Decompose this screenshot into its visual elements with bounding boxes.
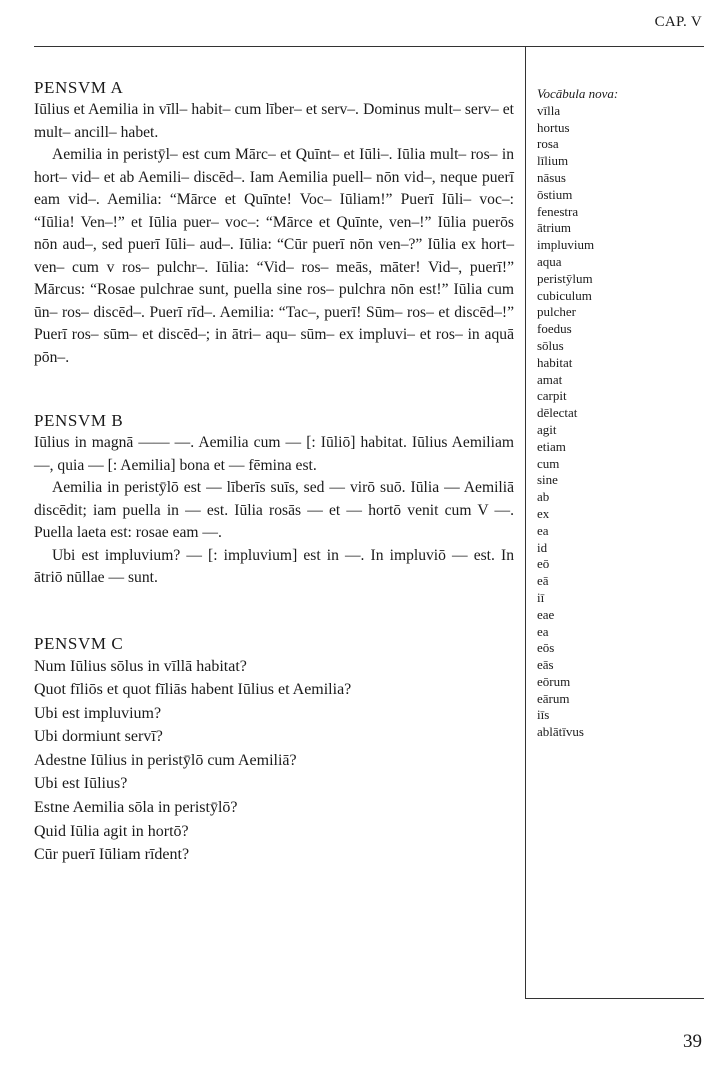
- vocabulary-word: etiam: [537, 438, 566, 454]
- vocabulary-title: Vocābula nova:: [537, 86, 619, 101]
- vocabulary-word: impluvium: [537, 237, 595, 253]
- vocabulary-word: aqua: [537, 253, 562, 269]
- vocabulary-word: sōlus: [537, 337, 564, 353]
- pensum-c-title: PENSVM C: [34, 633, 124, 653]
- main-text: [34, 76, 514, 867]
- question: Ubi est Iūlius?: [34, 775, 128, 793]
- section-spacer: [34, 590, 514, 632]
- vocabulary-word: peristȳlum: [537, 270, 593, 286]
- section-spacer: [34, 369, 514, 409]
- vocabulary-word: eās: [537, 657, 554, 673]
- vocabulary-word: ea: [537, 623, 549, 639]
- question: Quid Iūlia agit in hortō?: [34, 822, 189, 840]
- pensum-a-paragraph-1: Iūlius et Aemilia in vīll– habit– cum līber– et serv–. Dominus mult– serv– et mult– ancill– habet.: [34, 101, 514, 141]
- vocabulary-word: līlium: [537, 153, 569, 169]
- vocabulary-word: amat: [537, 371, 563, 387]
- question: Quot fīliōs et quot fīliās habent Iūlius et Aemilia?: [34, 681, 352, 699]
- vocabulary-word: habitat: [537, 354, 573, 370]
- question: Ubi dormiunt servī?: [34, 728, 163, 746]
- vocabulary-word: ātrium: [537, 220, 571, 236]
- vocabulary-word: eō: [537, 556, 550, 572]
- vocabulary-word: eā: [537, 573, 549, 589]
- sidebar-divider: [525, 46, 526, 998]
- vocabulary-word: id: [537, 539, 548, 555]
- vocabulary-word: foedus: [537, 321, 572, 337]
- vocabulary-word: fenestra: [537, 203, 579, 219]
- vocabulary-word: vīlla: [537, 102, 561, 118]
- vocabulary-word: ab: [537, 489, 550, 505]
- pensum-b-paragraph-3: Ubi est impluvium? — [: impluvium] est in —. In impluviō — est. In ātriō nūllae — sunt.: [34, 546, 514, 586]
- vocabulary-word: ea: [537, 522, 549, 538]
- page-number: 39: [683, 1031, 702, 1052]
- vocabulary-word: eōrum: [537, 673, 571, 689]
- vocabulary-word: agit: [537, 421, 557, 437]
- vocabulary-word: cum: [537, 455, 560, 471]
- vocabulary-word: eārum: [537, 690, 570, 706]
- chapter-label: CAP. V: [654, 14, 702, 30]
- pensum-b-paragraph-2: Aemilia in peristȳlō est — līberīs suīs, sed — virō suō. Iūlia — Aemiliā discēdit; iam puella in — est. Iūlia rosās — et — hortō venit cum V —. Puella laeta est: rosae eam —.: [34, 479, 514, 541]
- pensum-a-paragraph-2: Aemilia in peristȳl– est cum Mārc– et Quīnt– et Iūli–. Iūlia mult– ros– in hort– vid– et ab Aemili– discēd–. Iam Aemilia puell– nōn vid–, neque puerī eam vid–. Aemilia: “Mārce et Quīnte! Voc– Iūliam!” Puerī Iūli– voc–: “Iūlia! Ven–!” et Iūlia puer– voc–: “Mārce et Quīnte, ven–!” Iūlia puerōs nōn aud–, sed puerī Iūli– aud–. Iūlia: “Cūr puerī nōn ven–?” Iūlia ex hort– ven– cum v ros– pulchr–. Iūlia: “Vid– ros– meās, māter! Vid–, puerī!” Mārcus: “Rosae pulchrae sunt, puella sine ros– pulchra nōn est!” Iūlia cum ūn– ros– discēd–. Puerī rīd–. Aemilia: “Tac–, puerī! Sūm– ros– et discēd–!” Puerī ros– sūm– et discēd–; in ātri– aqu– sūm– ex impluvi– et ros– in aquā pōn–.: [34, 146, 514, 366]
- vocabulary-word: iīs: [537, 707, 550, 723]
- vocabulary-word: ablātīvus: [537, 724, 584, 740]
- pensum-b-title: PENSVM B: [34, 411, 124, 430]
- vocabulary-word: hortus: [537, 119, 570, 135]
- vocabulary-word: rosa: [537, 136, 559, 152]
- vocabulary-word: carpit: [537, 388, 567, 404]
- pensum-b-paragraph-1: Iūlius in magnā —— —. Aemilia cum — [: Iūliō] habitat. Iūlius Aemiliam —, quia — [: Aemilia] bona et — fēmina est.: [34, 434, 514, 474]
- question: Adestne Iūlius in peristȳlō cum Aemiliā?: [34, 751, 297, 769]
- question: Cūr puerī Iūliam rīdent?: [34, 846, 190, 864]
- vocabulary-word: sine: [537, 472, 558, 488]
- vocabulary-word: ex: [537, 505, 550, 521]
- vocabulary-word: ōstium: [537, 186, 573, 202]
- pensum-a-title: PENSVM A: [34, 78, 124, 97]
- question: Num Iūlius sōlus in vīllā habitat?: [34, 657, 247, 675]
- vocabulary-word: nāsus: [537, 169, 566, 185]
- vocabulary-word: cubiculum: [537, 287, 592, 303]
- vocabulary-word: eae: [537, 606, 555, 622]
- vocabulary-word: iī: [537, 589, 545, 605]
- vocabulary-word: dēlectat: [537, 405, 578, 421]
- header-rule: [34, 46, 704, 47]
- question: Estne Aemilia sōla in peristȳlō?: [34, 799, 238, 817]
- sidebar-bottom-rule: [525, 998, 704, 999]
- vocabulary-word: eōs: [537, 640, 555, 656]
- question: Ubi est impluvium?: [34, 704, 162, 722]
- vocabulary-word: pulcher: [537, 304, 576, 320]
- vocabulary-sidebar: [537, 86, 707, 741]
